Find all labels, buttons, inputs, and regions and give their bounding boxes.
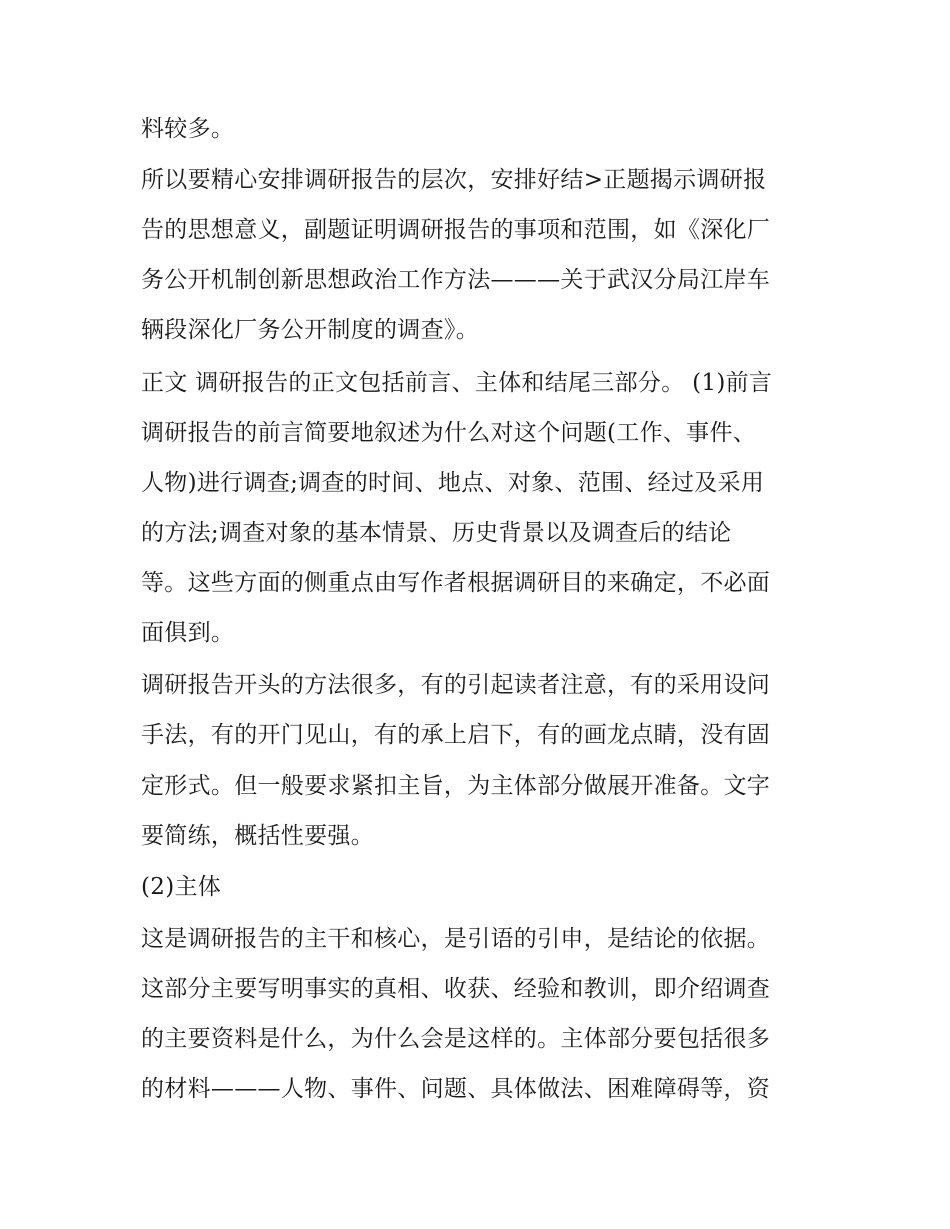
text-line: 面俱到。 <box>141 620 235 646</box>
text-line: 定形式。但一般要求紧扣主旨，为主体部分做展开准备。文字 <box>141 773 771 799</box>
text-line: 人物)进行调查;调查的时间、地点、对象、范围、经过及采用 <box>141 470 765 496</box>
text-line: 务公开机制创新思想政治工作方法———关于武汉分局江岸车 <box>141 267 771 293</box>
text-line: 调研报告开头的方法很多，有的引起读者注意，有的采用设问 <box>141 672 771 698</box>
text-line: (2)主体 <box>141 874 222 900</box>
text-line: 这是调研报告的主干和核心，是引语的引申，是结论的依据。 <box>141 926 771 952</box>
text-line: 的材料———人物、事件、问题、具体做法、困难障碍等，资 <box>141 1076 771 1102</box>
text-line: 辆段深化厂务公开制度的调查》。 <box>141 317 479 343</box>
text-line: 这部分主要写明事实的真相、收获、经验和教训，即介绍调查 <box>141 976 771 1002</box>
text-line: 正文 调研报告的正文包括前言、主体和结尾三部分。 (1)前言 <box>141 370 773 396</box>
text-line: 要简练，概括性要强。 <box>141 823 374 849</box>
text-line: 的主要资料是什么，为什么会是这样的。主体部分要包括很多 <box>141 1026 771 1052</box>
text-line: 等。这些方面的侧重点由写作者根据调研目的来确定，不必面 <box>141 570 771 596</box>
text-line: 告的思想意义，副题证明调研报告的事项和范围，如《深化厂 <box>141 217 771 243</box>
text-line: 调研报告的前言简要地叙述为什么对这个问题(工作、事件、 <box>141 420 757 446</box>
text-line: 所以要精心安排调研报告的层次，安排好结>正题揭示调研报 <box>141 167 767 193</box>
text-line: 料较多。 <box>141 116 235 142</box>
text-line: 手法，有的开门见山，有的承上启下，有的画龙点睛，没有固 <box>141 722 771 748</box>
text-line: 的方法;调查对象的基本情景、历史背景以及调查后的结论 <box>141 520 732 546</box>
